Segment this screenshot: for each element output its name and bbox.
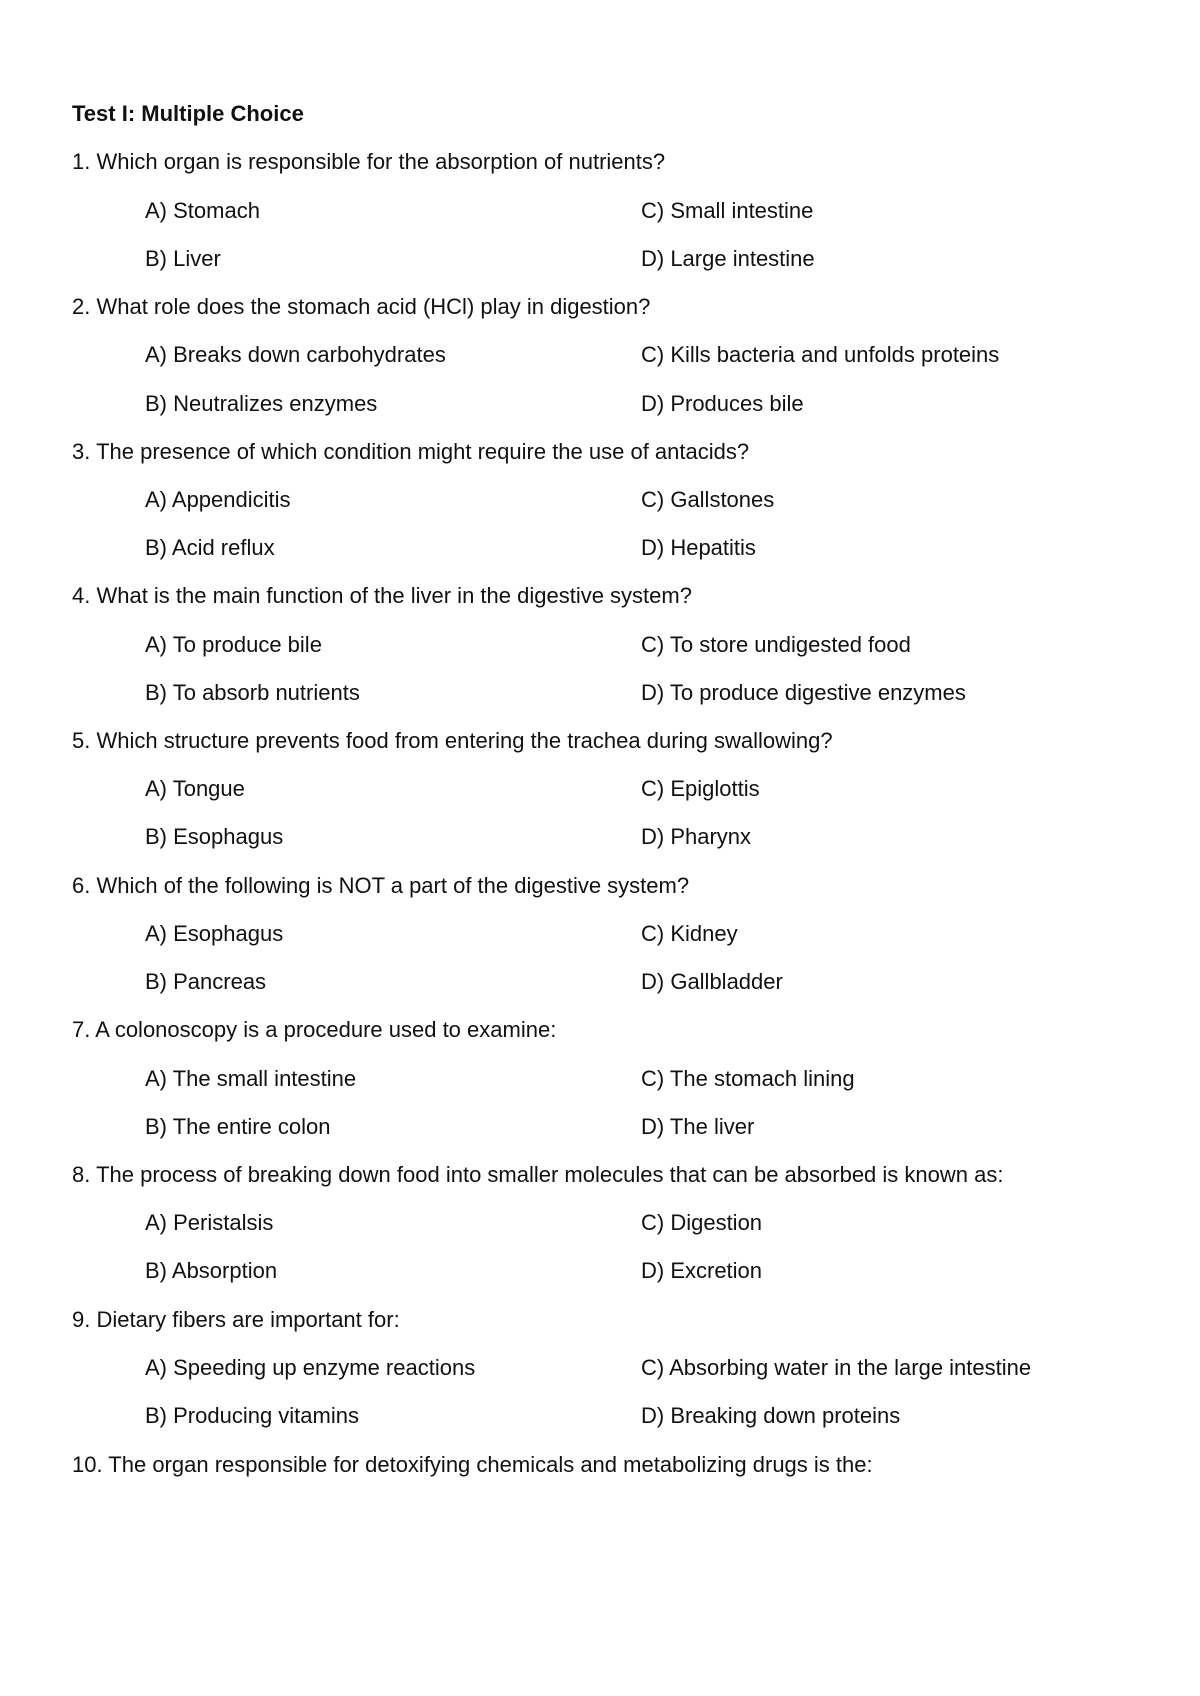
choice-7a: A) The small intestine <box>145 1066 357 1091</box>
choice-2c: C) Kills bacteria and unfolds proteins <box>641 342 1000 367</box>
choice-3d: D) Hepatitis <box>641 535 756 560</box>
choice-3c: C) Gallstones <box>641 487 775 512</box>
choice-4c: C) To store undigested food <box>641 632 911 657</box>
choice-2b: B) Neutralizes enzymes <box>145 391 378 416</box>
question-1: 1. Which organ is responsible for the absorption of nutrients? <box>72 149 666 174</box>
choice-7d: D) The liver <box>641 1114 755 1139</box>
choice-1b: B) Liver <box>145 246 221 271</box>
choice-3a: A) Appendicitis <box>145 487 291 512</box>
question-2: 2. What role does the stomach acid (HCl) play in digestion? <box>72 294 651 319</box>
choice-8d: D) Excretion <box>641 1258 763 1283</box>
choice-6d: D) Gallbladder <box>641 969 783 994</box>
question-3: 3. The presence of which condition might require the use of antacids? <box>72 439 750 464</box>
choice-9a: A) Speeding up enzyme reactions <box>145 1355 476 1380</box>
choice-2d: D) Produces bile <box>641 391 804 416</box>
choice-9b: B) Producing vitamins <box>145 1403 359 1428</box>
choice-7b: B) The entire colon <box>145 1114 331 1139</box>
question-4: 4. What is the main function of the liver in the digestive system? <box>72 583 692 608</box>
choice-6a: A) Esophagus <box>145 921 284 946</box>
choice-6c: C) Kidney <box>641 921 738 946</box>
choice-2a: A) Breaks down carbohydrates <box>145 342 446 367</box>
question-7: 7. A colonoscopy is a procedure used to examine: <box>72 1017 557 1042</box>
choice-9c: C) Absorbing water in the large intestine <box>641 1355 1032 1380</box>
choice-5a: A) Tongue <box>145 776 245 801</box>
test-title: Test I: Multiple Choice <box>72 101 304 126</box>
question-8: 8. The process of breaking down food into smaller molecules that can be absorbed is known as: <box>72 1162 1004 1187</box>
choice-4a: A) To produce bile <box>145 632 322 657</box>
choice-3b: B) Acid reflux <box>145 535 275 560</box>
question-6: 6. Which of the following is NOT a part of the digestive system? <box>72 873 690 898</box>
choice-1d: D) Large intestine <box>641 246 815 271</box>
question-9: 9. Dietary fibers are important for: <box>72 1307 400 1332</box>
choice-7c: C) The stomach lining <box>641 1066 855 1091</box>
question-5: 5. Which structure prevents food from entering the trachea during swallowing? <box>72 728 833 753</box>
choice-5d: D) Pharynx <box>641 824 752 849</box>
question-10: 10. The organ responsible for detoxifying chemicals and metabolizing drugs is the: <box>72 1452 873 1477</box>
choice-1c: C) Small intestine <box>641 198 814 223</box>
choice-5b: B) Esophagus <box>145 824 284 849</box>
choice-1a: A) Stomach <box>145 198 260 223</box>
choice-4b: B) To absorb nutrients <box>145 680 360 705</box>
choice-5c: C) Epiglottis <box>641 776 760 801</box>
choice-8c: C) Digestion <box>641 1210 763 1235</box>
choice-4d: D) To produce digestive enzymes <box>641 680 966 705</box>
choice-8a: A) Peristalsis <box>145 1210 274 1235</box>
choice-9d: D) Breaking down proteins <box>641 1403 901 1428</box>
choice-6b: B) Pancreas <box>145 969 267 994</box>
choice-8b: B) Absorption <box>145 1258 278 1283</box>
